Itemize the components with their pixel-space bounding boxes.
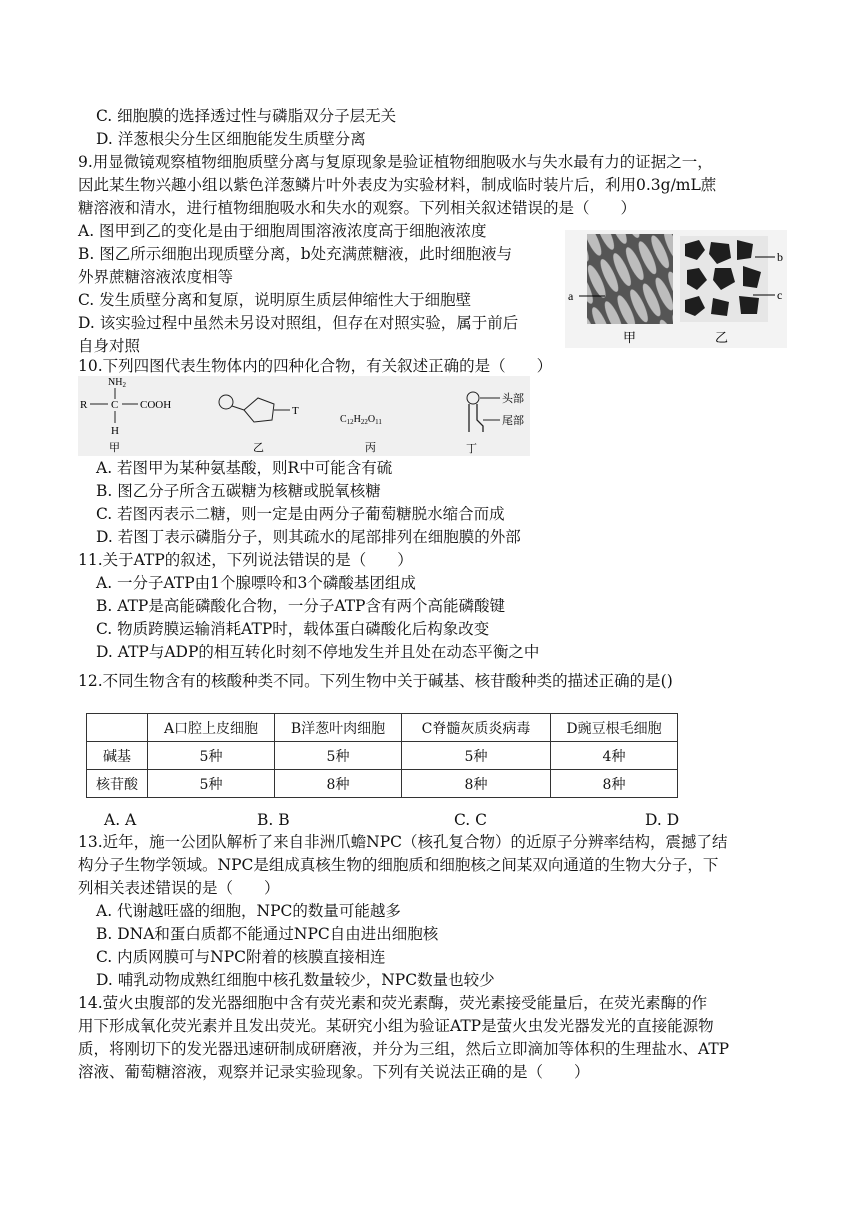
table-cell: A口腔上皮细胞 (148, 714, 275, 742)
caption-bing: 丙 (365, 441, 376, 454)
q11-option-d: D. ATP与ADP的相互转化时刻不停地发生并且处在动态平衡之中 (96, 643, 540, 661)
q10-option-c: C. 若图丙表示二糖，则一定是由两分子葡萄糖脱水缩合而成 (96, 505, 505, 523)
table-cell: C脊髓灰质炎病毒 (402, 714, 551, 742)
q11-stem: 11.关于ATP的叙述，下列说法错误的是（ ） (78, 551, 413, 569)
q13-option-a: A. 代谢越旺盛的细胞，NPC的数量可能越多 (96, 902, 401, 920)
q11-option-c: C. 物质跨膜运输消耗ATP时，载体蛋白磷酸化后构象改变 (96, 620, 490, 638)
q9-option-d-line1: D. 该实验过程中虽然未另设对照组，但存在对照实验，属于前后 (78, 314, 519, 332)
table-cell: B洋葱叶肉细胞 (275, 714, 402, 742)
caption-yi: 乙 (715, 331, 729, 346)
q13-option-d: D. 哺乳动物成熟红细胞中核孔数量较少，NPC数量也较少 (96, 971, 495, 989)
h-label: H (111, 425, 119, 437)
table-cell: 5种 (148, 770, 275, 798)
q9-stem-line3: 糖溶液和清水，进行植物细胞吸水和失水的观察。下列相关叙述错误的是（ ） (78, 199, 637, 217)
q9-option-d-line2: 自身对照 (78, 337, 141, 355)
formula-label: $C_{12}H_{22}O_{11}$ (340, 414, 382, 426)
q9-option-a: A. 图甲到乙的变化是由于细胞周围溶液浓度高于细胞液浓度 (78, 222, 487, 240)
q13-stem-line1: 13.近年，施一公团队解析了来自非洲爪蟾NPC（核孔复合物）的近原子分辨率结构，震撼了结 (78, 833, 728, 851)
tail-label: 尾部 (502, 414, 524, 427)
table-cell: 8种 (275, 770, 402, 798)
table-cell: D豌豆根毛细胞 (551, 714, 678, 742)
q9-stem-line1: 9.用显微镜观察植物细胞质壁分离与复原现象是验证植物细胞吸水与失水最有力的证据之一， (78, 153, 713, 171)
caption-jia: 甲 (109, 441, 120, 454)
q13-stem-line3: 列相关表述错误的是（ ） (78, 879, 280, 897)
q8-option-c: C. 细胞膜的选择透过性与磷脂双分子层无关 (96, 107, 397, 125)
c-label: C (111, 399, 119, 411)
q13-option-c: C. 内质网膜可与NPC附着的核膜直接相连 (96, 948, 386, 966)
q9-stem-line2: 因此某生物兴趣小组以紫色洋葱鳞片叶外表皮为实验材料，制成临时装片后，利用0.3g/mL蔗 (78, 176, 717, 194)
q14-stem-line1: 14.萤火虫腹部的发光器细胞中含有荧光素和荧光素酶，荧光素接受能量后，在荧光素酶的作 (78, 994, 708, 1012)
q10-stem: 10.下列四图代表生物体内的四种化合物，有关叙述正确的是（ ） (78, 357, 553, 375)
head-label: 头部 (502, 392, 524, 405)
q12-table (86, 713, 678, 798)
q14-stem-line2: 用下形成氧化荧光素并且发出荧光。某研究小组为验证ATP是萤火虫发光器发光的直接能源物 (78, 1017, 714, 1035)
q13-option-b: B. DNA和蛋白质都不能通过NPC自由进出细胞核 (96, 925, 439, 943)
nh2-label: $NH_2$ (108, 377, 126, 389)
label-b: b (777, 250, 783, 264)
label-a: a (568, 289, 574, 303)
table-cell: 5种 (402, 742, 551, 770)
q10-option-a: A. 若图甲为某种氨基酸，则R中可能含有硫 (96, 459, 393, 477)
r-label: R (80, 399, 88, 411)
table-cell: 5种 (275, 742, 402, 770)
q9-option-c: C. 发生质壁分离和复原，说明原生质层伸缩性大于细胞壁 (78, 291, 472, 309)
table-cell: 核苷酸 (87, 770, 148, 798)
table-cell: 8种 (402, 770, 551, 798)
q11-option-a: A. 一分子ATP由1个腺嘌呤和3个磷酸基团组成 (96, 574, 416, 592)
q9-option-b-line2: 外界蔗糖溶液浓度相等 (78, 268, 234, 286)
q11-option-b: B. ATP是高能磷酸化合物，一分子ATP含有两个高能磷酸键 (96, 597, 505, 615)
t-label: T (292, 405, 299, 417)
q8-option-d: D. 洋葱根尖分生区细胞能发生质壁分离 (96, 130, 366, 148)
q10-figure (78, 376, 530, 456)
q12-stem: 12.不同生物含有的核酸种类不同。下列生物中关于碱基、核苷酸种类的描述正确的是() (78, 672, 673, 690)
table-cell (87, 714, 148, 742)
caption-ding: 丁 (466, 442, 477, 455)
table-cell: 8种 (551, 770, 678, 798)
table-row (87, 770, 678, 798)
table-cell: 4种 (551, 742, 678, 770)
q10-option-d: D. 若图丁表示磷脂分子，则其疏水的尾部排列在细胞膜的外部 (96, 528, 521, 546)
cooh-label: COOH (140, 399, 172, 411)
q14-stem-line3: 质，将刚切下的发光器迅速研制成研磨液，并分为三组，然后立即滴加等体积的生理盐水、ATP (78, 1040, 730, 1058)
q9-option-b-line1: B. 图乙所示细胞出现质壁分离，b处充满蔗糖液，此时细胞液与 (78, 245, 513, 263)
q13-stem-line2: 构分子生物学领域。NPC是组成真核生物的细胞质和细胞核之间某双向通道的生物大分子，下 (78, 856, 719, 874)
caption-yi: 乙 (253, 441, 264, 454)
q14-stem-line4: 溶液、葡萄糖溶液，观察并记录实验现象。下列有关说法正确的是（ ） (78, 1063, 590, 1081)
q12-option-c: C. C (454, 811, 488, 829)
label-c: c (777, 288, 783, 302)
q12-option-d: D. D (645, 811, 680, 829)
micrograph-jia (587, 234, 673, 324)
caption-jia: 甲 (623, 331, 637, 346)
table-cell: 碱基 (87, 742, 148, 770)
table-row (87, 742, 678, 770)
q12-option-a: A. A (104, 811, 137, 829)
table-cell: 5种 (148, 742, 275, 770)
q10-option-b: B. 图乙分子所含五碳糖为核糖或脱氧核糖 (96, 482, 381, 500)
q9-figure (565, 230, 787, 348)
table-row (87, 714, 678, 742)
q12-option-b: B. B (257, 811, 290, 829)
